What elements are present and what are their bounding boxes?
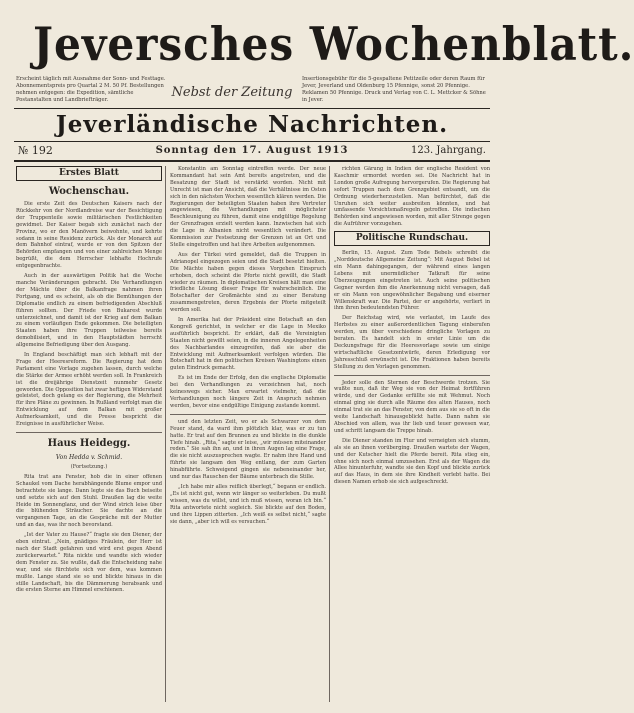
headline-haus-heidegg: Haus Heidegg. [47,438,131,449]
section-box-politische-rundschau: Politische Rundschau. [334,231,490,246]
rule-bottom [14,160,490,162]
column-divider [165,166,166,702]
rule-mid [14,141,490,142]
column-3 [334,166,490,706]
continuation-note: (Fortsetzung.) [70,464,108,470]
article-paragraph: Aus der Türkei wird gemeldet, daß die Truppen in Adrianopel eingezogen seien und die Stadt besetzt hielten. Die Mächte haben gegen dieses Vorgehen Einspruch erhoben, doch scheint die Pforte nicht gewillt, die Stadt wieder zu räumen. In diplomatischen Kreisen hält man eine friedliche Lösung dieser Frage für wahrscheinlich. Die Botschafter der Großmächte sind zu einer Beratung zusammengetreten, deren Ergebnis der Pforte mitgeteilt werden soll. [170,251,326,314]
article-paragraph: Berlin, 15. August. Zum Tode Bebels schreibt die „Norddeutsche Allgemeine Zeitung“: Mit August Bebel ist ein Mann dahingegangen, der während eines langen Lebens mit unermüdlicher Tatkraft für seine Überzeugungen eingetreten ist. Auch seine politischen Gegner werden ihm die Anerkennung nicht versagen, daß er ein Mann von ungewöhnlicher Begabung und eiserner Willenskraft war. Die Partei, der er angehörte, verliert in ihm ihren bedeutendsten Führer. [334,250,490,312]
article-separator [170,414,326,415]
story-paragraph: „Ich habe mir alles reiflich überlegt,“ begann er endlich. „Es ist nicht gut, wenn wir länger so weiterleben. Du mußt wissen, was du willst, und ich muß wissen, woran ich bin.“ Rita antwortete nicht sogleich. Sie blickte auf den Boden, und ihre Lippen zitterten. „Ich weiß es selbst nicht,“ sagte sie dann, „aber ich will es versuchen.“ [170,483,326,525]
story-paragraph: Die Diener standen im Flur und verneigten sich stumm, als sie an ihnen vorüberging. Draußen wartete der Wagen, und der Kutscher hielt die Pferde bereit. Rita stieg ein, ohne sich noch einmal umzusehen. Erst als der Wagen die Allee hinunterfuhr, wandte sie den Kopf und blickte zurück auf das Haus, in dem sie ihre Kindheit verlebt hatte. Bei diesen Namen erhob sie sich aufgeschreckt. [334,437,490,486]
rule-top [14,108,490,109]
insertion-notice: Insertionsgebühr für die 5-gespaltene Petitzeile oder deren Raum für Jever, Jeverland und Oldenburg 15 Pfennige, sonst 20 Pfennige. Reklamen 50 Pfennige. Druck und Verlag von C. L. Mettcker & Söhne in Jever. [302,76,486,103]
subscription-notice: Erscheint täglich mit Ausnahme der Sonn- und Festtage. Abonnementspreis pro Quartal 2 M. 50 Pf. Bestellungen nehmen entgegen: die Expedition, sämtliche Postanstalten und Landbriefträger. [16,76,166,103]
article-separator [334,375,490,376]
story-paragraph: und den letzten Zeit, wo er als Schwarzer von dem Feuer stand, da ward ihm plötzlich klar, was er zu tun hatte. Er trat auf den Brunnen zu und blickte in die dunkle Tiefe hinab. „Rita,“ sagte er leise, „wir müssen miteinander reden.“ Sie sah ihn an, und in ihren Augen lag eine Frage, die sie nicht auszusprechen wagte. Er nahm ihre Hand und führte sie langsam den Weg entlang, der zum Garten hinabführte. Schweigend gingen sie nebeneinander her, und nur das Rauschen der Bäume unterbrach die Stille. [170,418,326,481]
article-paragraph: Der Reichstag wird, wie verlautet, im Laufe des Herbstes zu einer außerordentlichen Tagung einberufen werden, um über verschiedene dringliche Vorlagen zu beraten. Es handelt sich in erster Linie um die Deckungsfrage für die Heeresvorlage sowie um einige wirtschaftliche Gesetzentwürfe, deren Erledigung vor Jahresschluß erwünscht ist. Die Fraktionen haben bereits Stellung zu den Vorlagen genommen. [334,315,490,370]
story-paragraph: Rita trat ans Fenster, hob die in einer offenen Schaukel vom Dache herabhängende Blume empor und betrachtete sie lange. Dann legte sie das Buch beiseite und setzte sich auf den Stuhl. Draußen lag die weite Heide im Sonnenglanz, und der Wind strich leise über die blühenden Sträucher. Sie dachte an die vergangenen Tage, an die Gespräche mit der Mutter und an das, was ihr noch bevorstand. [16,473,162,529]
subtitle: Jeverländische Nachrichten. [55,111,449,138]
column-1 [16,166,162,706]
article-paragraph: In Amerika hat der Präsident eine Botschaft an den Kongreß gerichtet, in welcher er die Lage in Mexiko ausführlich bespricht. Er erklärt, daß die Vereinigten Staaten nicht gewillt seien, in die inneren Angelegenheiten des Nachbarlandes einzugreifen, daß sie aber die Entwicklung mit Aufmerksamkeit verfolgen würden. Die Botschaft hat in den politischen Kreisen Washingtons einen guten Eindruck gemacht. [170,317,326,372]
issue-date: Sonntag den 17. August 1913 [155,145,349,156]
article-paragraph: richten Gärung in Indien der englische Resident von Kaschmir ermordet worden sei. Die Nachricht hat in London große Aufregung hervorgerufen. Die Regierung hat sofort Truppen nach dem Grenzgebiet entsandt, um die Ordnung wiederherzustellen. Man befürchtet, daß die Unruhen sich weiter ausbreiten könnten, und hat umfassende Vorsichtsmaßregeln getroffen. Die indischen Behörden sind angewiesen worden, mit aller Strenge gegen die Aufrührer vorzugehen. [334,166,490,228]
headline-wochenschau: Wochenschau. [48,186,130,197]
masthead-title: Jeversches Wochenblatt. [33,17,634,71]
section-box-erstes-blatt: Erstes Blatt [16,166,162,181]
supplement-note: Nebst der Zeitung [171,85,293,100]
issue-number: № 192 [18,144,53,157]
article-paragraph: Es ist im Ende der Erfolg, den die englische Diplomatie bei den Verhandlungen zu verzeichnen hat, noch keineswegs sicher. Man erwartet vielmehr, daß die Verhandlungen noch längere Zeit in Anspruch nehmen werden, bevor eine endgültige Einigung zustande kommt. [170,375,326,409]
story-paragraph: „Ist der Vater zu Hause?“ fragte sie den Diener, der eben eintrat. „Nein, gnädiges Fräulein, der Herr ist nach der Stadt gefahren und wird erst gegen Abend zurückerwartet.“ Rita nickte und wandte sich wieder dem Fenster zu. Sie wußte, daß die Entscheidung nahe war, und sie fürchtete sich vor dem, was kommen mußte. Lange stand sie so und blickte hinaus in die stille Landschaft, bis die Dämmerung herabsank und die ersten Sterne am Himmel erschienen. [16,532,162,594]
column-divider [329,166,330,702]
volume-year: 123. Jahrgang. [410,145,486,156]
column-2 [170,166,326,706]
article-paragraph: Die erste Zeit des Deutschen Kaisers nach der Rückkehr von der Nordlandreise war der Besichtigung der Truppenteile sowie militärischen Festlichkeiten gewidmet. Der Kaiser begab sich zunächst nach der Provinz, wo er den Manövern beiwohnte, und kehrte sodann in seine Residenz zurück. Als der Monarch auf dem Bahnhof eintraf, wurde er von den Spitzen der Behörden empfangen und von einer zahlreichen Menge begrüßt, die dem Herrscher lebhafte Hochrufe entgegenbrachte. [16,201,162,270]
dateline [14,143,490,159]
author-byline: Von Hedda v. Schmid. [55,454,123,461]
story-paragraph: Jeder solle den Sternen der Beschwerde trotzen. Sie wußte nun, daß ihr Weg sie von der Heimat fortführen würde, und der Gedanke erfüllte sie mit Wehmut. Noch einmal ging sie durch alle Räume des alten Hauses, noch einmal trat sie an das Fenster, von dem aus sie so oft in die weite Landschaft hinausgeblickt hatte. Dann nahm sie Abschied von allem, was ihr lieb und teuer gewesen war, und schritt langsam die Treppe hinab. [334,379,490,434]
article-paragraph: In England beschäftigt man sich lebhaft mit der Frage der Heeresreform. Die Regierung hat dem Parlament eine Vorlage zugehen lassen, durch welche die Stärke der Armee erhöht werden soll. In Frankreich ist die dreijährige Dienstzeit nunmehr Gesetz geworden. Die Opposition hat zwar heftigen Widerstand geleistet, doch gelang es der Regierung, die Mehrheit für ihre Pläne zu gewinnen. In Rußland verfolgt man die Entwicklung auf dem Balkan mit großer Aufmerksamkeit, und die Presse bespricht die Ereignisse in ausführlicher Weise. [16,352,162,428]
article-paragraph: Konstantin am Sonntag eintreffen werde. Der neue Kommandant hat sein Amt bereits angetreten, und die Besatzung der Stadt ist verstärkt worden. Nicht mit Unrecht ist man der Ansicht, daß die Verhältnisse im Osten sich in den nächsten Wochen wesentlich klären werden. Die Regierungen der beteiligten Staaten haben ihre Vertreter angewiesen, die Verhandlungen mit möglichster Beschleunigung zu führen, damit eine endgültige Regelung der Grenzfragen erzielt werden kann. Inzwischen hat sich die Lage in Albanien nicht wesentlich verändert. Die Kommission zur Festsetzung der Grenzen ist an Ort und Stelle eingetroffen und hat ihre Arbeiten aufgenommen. [170,166,326,248]
article-separator [16,432,162,433]
article-paragraph: Auch in der auswärtigen Politik hat die Woche manche Veränderungen gebracht. Die Verhandlungen der Mächte über die Balkanfrage nahmen ihren Fortgang, und es scheint, als ob die Bemühungen der Diplomatie endlich zu einem befriedigenden Abschluß führen sollten. Der Friede von Bukarest wurde unterzeichnet, und damit ist der Krieg auf dem Balkan zu einem vorläufigen Ende gekommen. Die beteiligten Staaten haben ihre Truppen teilweise bereits demobilisiert, und in den Hauptstädten herrscht allgemeine Befriedigung über den Ausgang. [16,273,162,349]
